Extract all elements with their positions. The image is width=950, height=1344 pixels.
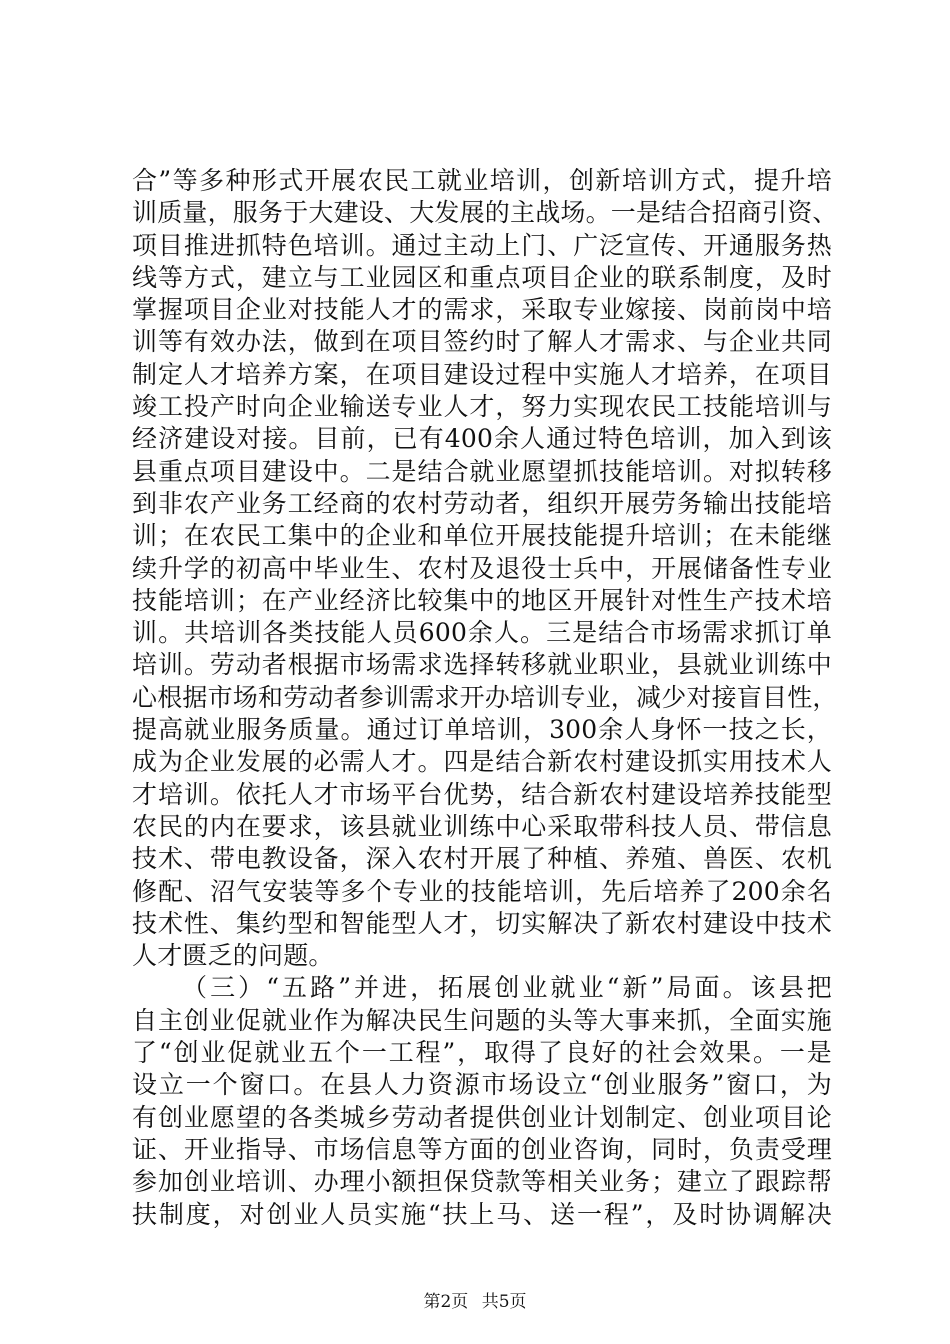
text-line: 心根据市场和劳动者参训需求开办培训专业，减少对接盲目性， [132, 682, 838, 712]
text-line: 人才匮乏的问题。 [132, 941, 334, 971]
text-line: 经济建设对接。目前，已有400余人通过特色培训，加入到该 [132, 424, 832, 454]
text-line: 技能培训；在产业经济比较集中的地区开展针对性生产技术培 [132, 585, 832, 615]
text-line: 掌握项目企业对技能人才的需求，采取专业嫁接、岗前岗中培 [132, 295, 832, 325]
text-line: 续升学的初高中毕业生、农村及退役士兵中，开展储备性专业 [132, 553, 832, 583]
text-line: 修配、沼气安装等多个专业的技能培训，先后培养了200余名 [132, 876, 832, 906]
text-line: 制定人才培养方案，在项目建设过程中实施人才培养，在项目 [132, 359, 832, 389]
page-number: 第2页 [423, 1292, 469, 1312]
text-line: 训等有效办法，做到在项目签约时了解人才需求、与企业共同 [132, 327, 832, 357]
page-total: 共5页 [481, 1292, 527, 1312]
text-line: 农民的内在要求，该县就业训练中心采取带科技人员、带信息 [132, 811, 832, 841]
text-line: 训质量，服务于大建设、大发展的主战场。一是结合招商引资、 [132, 198, 838, 228]
text-line: 训；在农民工集中的企业和单位开展技能提升培训；在未能继 [132, 521, 832, 551]
text-line: 提高就业服务质量。通过订单培训，300余人身怀一技之长， [132, 715, 832, 745]
text-line: 成为企业发展的必需人才。四是结合新农村建设抓实用技术人 [132, 747, 832, 777]
section-heading-line: （三）“五路”并进，拓展创业就业“新”局面。该县把 [182, 973, 832, 1003]
text-line: 项目推进抓特色培训。通过主动上门、广泛宣传、开通服务热 [132, 230, 832, 260]
text-line: 了“创业促就业五个一工程”，取得了良好的社会效果。一是 [132, 1038, 832, 1068]
text-line: 竣工投产时向企业输送专业人才，努力实现农民工技能培训与 [132, 392, 832, 422]
text-line: 自主创业促就业作为解决民生问题的头等大事来抓，全面实施 [132, 1005, 832, 1035]
text-line: 证、开业指导、市场信息等方面的创业咨询，同时，负责受理 [132, 1134, 832, 1164]
text-line: 县重点项目建设中。二是结合就业愿望抓技能培训。对拟转移 [132, 456, 832, 486]
text-line: 才培训。依托人才市场平台优势，结合新农村建设培养技能型 [132, 779, 832, 809]
text-line: 训。共培训各类技能人员600余人。三是结合市场需求抓订单 [132, 618, 832, 648]
body-text [132, 165, 838, 1231]
text-line: 线等方式，建立与工业园区和重点项目企业的联系制度，及时 [132, 262, 832, 292]
text-line: 技术、带电教设备，深入农村开展了种植、养殖、兽医、农机 [132, 844, 832, 874]
text-line: 合”等多种形式开展农民工就业培训，创新培训方式，提升培 [132, 166, 832, 195]
text-line: 有创业愿望的各类城乡劳动者提供创业计划制定、创业项目论 [132, 1102, 832, 1132]
text-line: 设立一个窗口。在县人力资源市场设立“创业服务”窗口，为 [132, 1070, 832, 1100]
text-line: 到非农产业务工经商的农村劳动者，组织开展劳务输出技能培 [132, 488, 832, 518]
text-line: 参加创业培训、办理小额担保贷款等相关业务；建立了跟踪帮 [132, 1167, 832, 1197]
page-footer [0, 1292, 950, 1312]
text-line: 扶制度，对创业人员实施“扶上马、送一程”，及时协调解决 [132, 1199, 832, 1229]
text-line: 技术性、集约型和智能型人才，切实解决了新农村建设中技术 [132, 908, 832, 938]
text-line: 培训。劳动者根据市场需求选择转移就业职业，县就业训练中 [132, 650, 832, 680]
